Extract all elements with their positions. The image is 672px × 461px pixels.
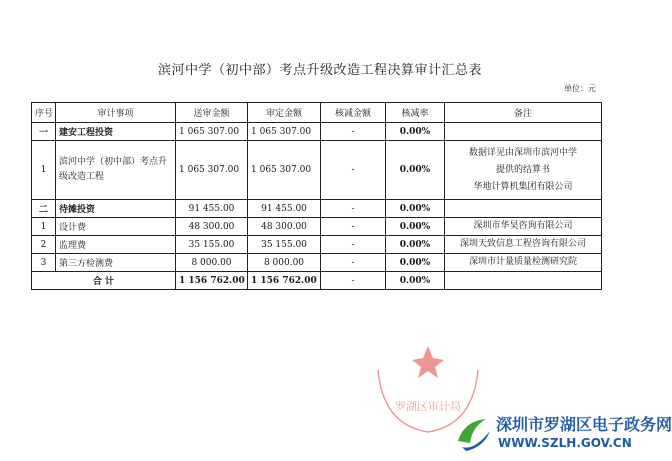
table-row <box>32 141 602 200</box>
row-notes <box>445 236 602 254</box>
row-no: 二 <box>32 200 56 218</box>
note-line: 提供的结算书 <box>495 164 550 175</box>
row-approved: 1 065 307.00 <box>248 141 321 200</box>
seal-star-icon <box>412 346 444 378</box>
watermark-url: WWW.SZLH.GOV.CN <box>498 436 632 450</box>
total-approved: 1 156 762.00 <box>248 272 321 290</box>
total-rate: 0.00% <box>386 272 445 290</box>
row-rate: 0.00% <box>386 254 445 272</box>
note-line: 数据详见由深圳市滨河中学 <box>468 147 577 158</box>
header-item: 审计事项 <box>56 103 176 123</box>
note-line: 华地计算机集团有限公司 <box>473 181 573 192</box>
row-no: 2 <box>32 236 56 254</box>
row-submitted: 91 455.00 <box>176 200 248 218</box>
site-watermark <box>454 409 672 457</box>
row-no: 1 <box>32 141 56 200</box>
row-item: 监理费 <box>56 236 176 254</box>
header-submitted: 送审金额 <box>176 103 248 123</box>
table-row <box>32 123 602 141</box>
row-item: 建安工程投资 <box>56 123 176 141</box>
row-item: 第三方检测费 <box>56 254 176 272</box>
row-rate: 0.00% <box>386 218 445 236</box>
row-submitted: 35 155.00 <box>176 236 248 254</box>
row-item: 待摊投资 <box>56 200 176 218</box>
row-approved: 1 065 307.00 <box>248 123 321 141</box>
watermark-site-name: 深圳市罗湖区电子政务网 <box>496 415 672 434</box>
row-no: 1 <box>32 218 56 236</box>
row-no: 一 <box>32 123 56 141</box>
note-line: 深圳市计量质量检测研究院 <box>468 257 577 267</box>
row-notes <box>445 123 602 141</box>
row-rate: 0.00% <box>386 200 445 218</box>
row-no: 3 <box>32 254 56 272</box>
row-item: 滨河中学（初中部）考点升级改造工程 <box>56 141 176 200</box>
row-reduction: - <box>321 218 386 236</box>
row-approved: 48 300.00 <box>248 218 321 236</box>
row-reduction: - <box>321 254 386 272</box>
row-reduction: - <box>321 141 386 200</box>
row-submitted: 1 065 307.00 <box>176 141 248 200</box>
row-reduction: - <box>321 200 386 218</box>
header-no: 序号 <box>32 103 56 123</box>
total-reduction: - <box>321 272 386 290</box>
total-label: 合 计 <box>32 272 176 290</box>
audit-summary-table <box>31 102 602 290</box>
header-reduction: 核减金额 <box>321 103 386 123</box>
row-reduction: - <box>321 123 386 141</box>
table-row <box>32 218 602 236</box>
total-submitted: 1 156 762.00 <box>176 272 248 290</box>
table-row <box>32 200 602 218</box>
row-notes <box>445 141 602 200</box>
total-row <box>32 272 602 290</box>
row-item: 设计费 <box>56 218 176 236</box>
table-row <box>32 236 602 254</box>
total-notes <box>445 272 602 290</box>
row-submitted: 1 065 307.00 <box>176 123 248 141</box>
header-rate: 核减率 <box>386 103 445 123</box>
row-notes <box>445 254 602 272</box>
row-notes <box>445 218 602 236</box>
header-row <box>32 103 602 123</box>
row-rate: 0.00% <box>386 123 445 141</box>
row-reduction: - <box>321 236 386 254</box>
note-line: 深圳市华昊咨询有限公司 <box>473 221 573 231</box>
row-notes <box>445 200 602 218</box>
document-title: 滨河中学（初中部）考点升级改造工程决算审计汇总表 <box>157 63 482 78</box>
table-row <box>32 254 602 272</box>
row-approved: 91 455.00 <box>248 200 321 218</box>
note-line: 深圳天致信息工程咨询有限公司 <box>459 239 586 249</box>
row-rate: 0.00% <box>386 236 445 254</box>
header-notes: 备注 <box>445 103 602 123</box>
header-approved: 审定金额 <box>248 103 321 123</box>
row-submitted: 48 300.00 <box>176 218 248 236</box>
row-rate: 0.00% <box>386 141 445 200</box>
row-submitted: 8 000.00 <box>176 254 248 272</box>
seal-text: 罗湖区审计局 <box>395 400 461 413</box>
row-approved: 35 155.00 <box>248 236 321 254</box>
row-approved: 8 000.00 <box>248 254 321 272</box>
swoosh-logo-icon <box>454 413 494 453</box>
unit-label: 单位：元 <box>564 84 596 93</box>
